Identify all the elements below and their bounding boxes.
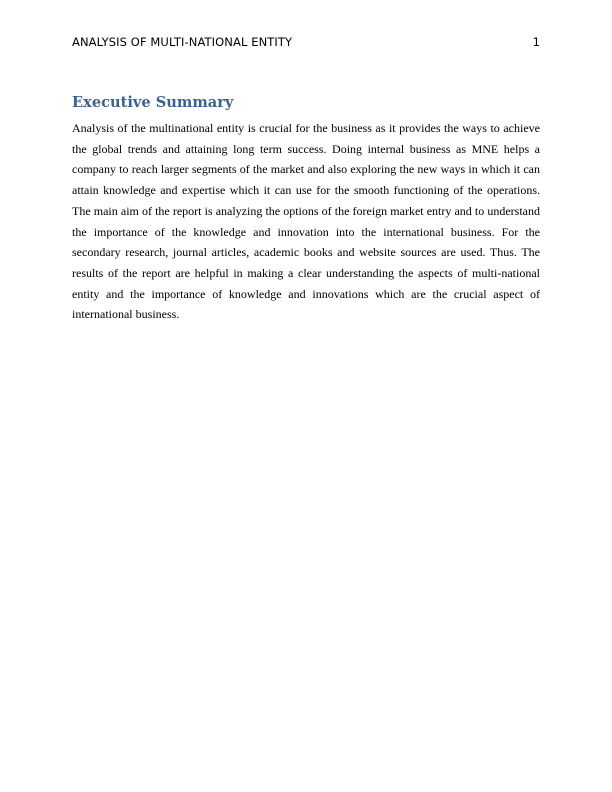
page-number: 1 bbox=[532, 35, 540, 49]
section-heading: Executive Summary bbox=[72, 94, 234, 111]
executive-summary-paragraph: Analysis of the multinational entity is crucial for the business as it provides the ways to achieve the global trends and attaining long term success. Doing internal business as MNE helps a company to reach larger segments of the market and also exploring the new ways in which it can attain knowledge and expertise which it can use for the smooth functioning of the operations. The main aim of the report is analyzing the options of the foreign market entry and to understand the importance of the knowledge and innovation into the international business. For the secondary research, journal articles, academic books and website sources are used. Thus. The results of the report are helpful in making a clear understanding the aspects of multi-national entity and the importance of knowledge and innovations which are the crucial aspect of international business. bbox=[72, 121, 540, 322]
running-head: ANALYSIS OF MULTI-NATIONAL ENTITY bbox=[72, 35, 293, 49]
